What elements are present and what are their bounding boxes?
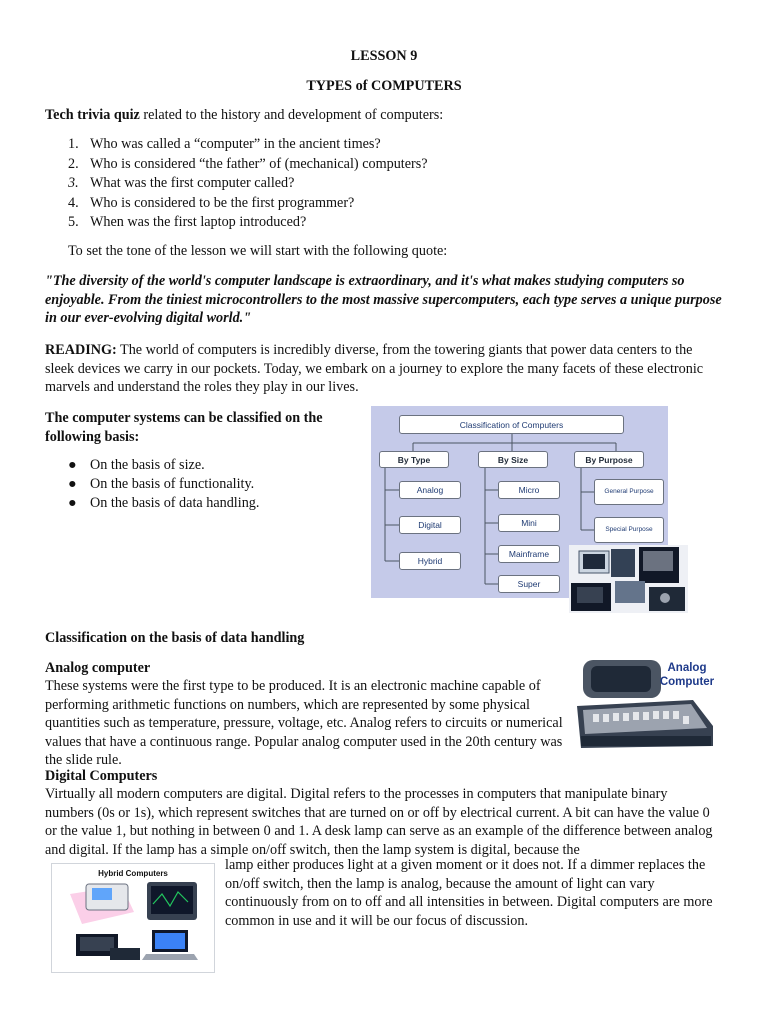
diagram-hybrid: Hybrid xyxy=(399,552,461,570)
hybrid-image-label: Hybrid Computers xyxy=(98,869,168,878)
list-item xyxy=(45,456,355,475)
question-number: 1. xyxy=(68,136,79,152)
digital-paragraph: Virtually all modern computers are digital. Digital refers to the processes in computers that manipulate binary numbers (0s or 1s), which represent switches that are turned on or off by electrical current. A bit can have the value 0 or the value 1, but nothing in between 0 and 1. A desk lamp can serve as an example of the difference between analog and digital. If the lamp has a simple on/off switch, then the lamp system is digital, because the xyxy=(45,786,713,858)
reading-paragraph xyxy=(45,341,723,397)
trivia-label: Tech trivia quiz xyxy=(45,107,140,123)
basis-item-text: On the basis of functionality. xyxy=(90,476,255,492)
diagram-special-purpose: Special Purpose xyxy=(594,517,664,543)
diagram-mini: Mini xyxy=(498,514,560,532)
diagram-digital: Digital xyxy=(399,516,461,534)
analog-computer-image xyxy=(573,656,718,752)
diagram-micro: Micro xyxy=(498,481,560,499)
question-text: Who is considered “the father” of (mechanical) computers? xyxy=(90,155,428,172)
basis-item-text: On the basis of size. xyxy=(90,457,205,473)
diagram-mainframe: Mainframe xyxy=(498,545,560,563)
question-text: Who was called a “computer” in the ancient times? xyxy=(90,136,381,152)
question-number: 5. xyxy=(68,214,79,230)
list-item xyxy=(45,475,355,494)
diagram-analog: Analog xyxy=(399,481,461,499)
bullet-icon: ● xyxy=(68,476,77,492)
diagram-general-purpose: General Purpose xyxy=(594,479,664,505)
hybrid-computers-image xyxy=(51,863,215,973)
list-item xyxy=(45,213,735,233)
list-item xyxy=(45,174,735,194)
trivia-intro xyxy=(45,106,735,125)
question-text: What was the first computer called? xyxy=(90,175,295,191)
analog-image-label: Analog Computer xyxy=(659,662,715,688)
classification-intro: The computer systems can be classified on the following basis: xyxy=(45,410,323,445)
trivia-question-list xyxy=(45,135,735,233)
question-text: Who is considered to be the first programmer? xyxy=(90,194,355,211)
diagram-by-size: By Size xyxy=(478,451,548,468)
hybrid-computers-picture xyxy=(52,864,214,972)
digital-heading: Digital Computers xyxy=(45,768,158,784)
trivia-intro-text: related to the history and development of computers: xyxy=(139,107,444,123)
bullet-icon: ● xyxy=(68,457,77,473)
reading-label: READING: xyxy=(45,342,117,358)
data-handling-heading: Classification on the basis of data handling xyxy=(45,630,305,646)
basis-list xyxy=(45,456,355,513)
question-number: 2. xyxy=(68,155,79,172)
list-item xyxy=(45,135,735,155)
diagram-by-purpose: By Purpose xyxy=(574,451,644,468)
quote: "The diversity of the world's computer landscape is extraordinary, and it's what makes studying computers so enjoyable. From the tiniest microcontrollers to the most massive supercomputers, each type serves a unique purpose in our ever-evolving digital world." xyxy=(45,273,722,327)
reading-text: The world of computers is incredibly diverse, from the towering giants that power data centers to the sleek devices we carry in our pockets. Today, we embark on a journey to explore the many facets of these electronic marvels and understand the roles they play in our lives. xyxy=(45,342,704,396)
analog-paragraph: These systems were the first type to be produced. It is an electronic machine capable of performing arithmetic functions on numbers, which are represented by some physical quantities such as temperature, pressure, voltage, etc. Analog refers to circuits or numerical values that have a continuous range. Popular analog computer used in the 20th century was the slide rule. xyxy=(45,678,563,769)
computers-collage-image xyxy=(569,545,688,613)
question-number: 3. xyxy=(68,175,79,191)
lesson-title: LESSON 9 xyxy=(350,48,418,64)
diagram-super: Super xyxy=(498,575,560,593)
basis-item-text: On the basis of data handling. xyxy=(90,495,260,511)
topic-title: TYPES of COMPUTERS xyxy=(306,78,462,94)
question-text: When was the first laptop introduced? xyxy=(90,214,307,230)
question-number: 4. xyxy=(68,194,79,211)
diagram-by-type: By Type xyxy=(379,451,449,468)
bullet-icon: ● xyxy=(68,495,77,511)
analog-heading: Analog computer xyxy=(45,660,151,676)
list-item xyxy=(45,194,735,214)
digital-paragraph-continued: lamp either produces light at a given moment or it does not. If a dimmer replaces the on/off switch, then the lamp is analog, because the amount of light can vary continuously from on to off and all intensities in between. Digital computers are more common in use and it will be our focus of discussion. xyxy=(225,857,713,929)
computers-photo-collage xyxy=(569,545,688,613)
list-item xyxy=(45,494,355,513)
diagram-title: Classification of Computers xyxy=(399,415,624,434)
tone-intro: To set the tone of the lesson we will start with the following quote: xyxy=(68,243,448,259)
list-item xyxy=(45,155,735,175)
